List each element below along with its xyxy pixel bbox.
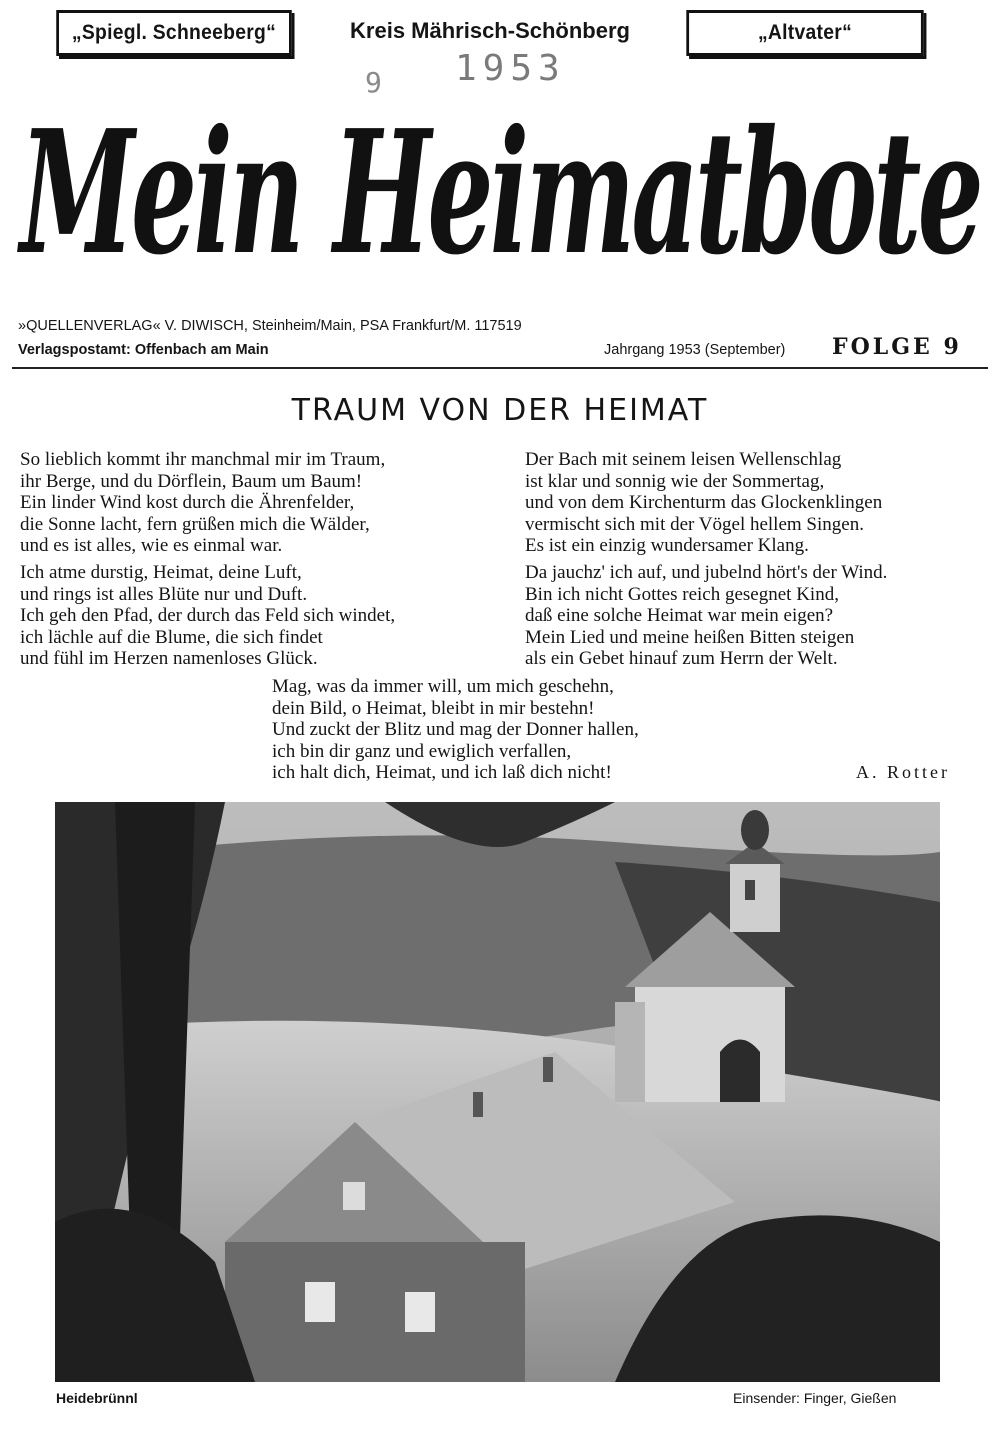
poem-line: Der Bach mit seinem leisen Wellenschlag bbox=[525, 449, 842, 470]
poem-stanza-3 bbox=[525, 449, 882, 557]
poem-line: ihr Berge, und du Dörflein, Baum um Baum! bbox=[20, 470, 363, 492]
poem-line: Ich geh den Pfad, der durch das Feld sich windet, bbox=[20, 605, 396, 627]
poem-stanza-1 bbox=[20, 449, 385, 557]
poem-title: TRAUM VON DER HEIMAT bbox=[291, 393, 709, 428]
poem-stanza-4 bbox=[525, 562, 887, 670]
poem-line: Es ist ein einzig wundersamer Klang. bbox=[525, 535, 809, 557]
poem-line: Da jauchz' ich auf, und jubelnd hört's der Wind. bbox=[525, 562, 888, 583]
header-divider bbox=[12, 367, 988, 369]
poem-author: A. Rotter bbox=[856, 762, 950, 782]
poem-line: und es ist alles, wie es einmal war. bbox=[20, 535, 283, 557]
poem-line: dein Bild, o Heimat, bleibt in mir bestehn! bbox=[272, 697, 595, 719]
date-stamp-month: 9 bbox=[365, 66, 382, 99]
poem-line: Und zuckt der Blitz und mag der Donner hallen, bbox=[272, 719, 639, 741]
poem-line: ich halt dich, Heimat, und ich laß dich nicht! bbox=[272, 762, 612, 784]
issue-number: FOLGE 9 bbox=[832, 334, 962, 360]
poem-line: und rings ist alles Blüte nur und Duft. bbox=[20, 583, 308, 605]
poem-line: als ein Gebet hinauf zum Herrn der Welt. bbox=[525, 648, 838, 670]
poem-line: Mein Lied und meine heißen Bitten steigen bbox=[525, 626, 855, 648]
photo-credit: Einsender: Finger, Gießen bbox=[733, 1390, 897, 1406]
poem-line: und von dem Kirchenturm das Glockenklingen bbox=[525, 492, 883, 514]
poem-line: Ich atme durstig, Heimat, deine Luft, bbox=[20, 562, 302, 583]
region-label-altvater bbox=[686, 10, 923, 56]
region-label-text: „Spiegl. Schneeberg“ bbox=[71, 21, 277, 44]
poem-stanza-2 bbox=[20, 562, 395, 670]
district-label: Kreis Mährisch-Schönberg bbox=[350, 18, 630, 43]
poem-line: Mag, was da immer will, um mich geschehn, bbox=[272, 676, 614, 697]
photo-caption: Heidebrünnl bbox=[56, 1390, 138, 1406]
post-office-line: Verlagspostamt: Offenbach am Main bbox=[18, 342, 269, 358]
poem-line: Bin ich nicht Gottes reich gesegnet Kind, bbox=[525, 583, 839, 605]
poem-line: Ein linder Wind kost durch die Ährenfelder, bbox=[20, 492, 355, 514]
poem-line: daß eine solche Heimat war mein eigen? bbox=[525, 605, 834, 627]
volume-year: Jahrgang 1953 (September) bbox=[604, 342, 786, 358]
date-stamp-year: 1953 bbox=[455, 48, 566, 89]
poem-line: ich lächle auf die Blume, die sich findet bbox=[20, 626, 323, 648]
poem-line: und fühl im Herzen namenloses Glück. bbox=[20, 648, 318, 670]
masthead-title: Mein Heimatbote bbox=[16, 93, 980, 292]
poem-stanza-5 bbox=[272, 676, 639, 784]
poem-line: vermischt sich mit der Vögel hellem Singen. bbox=[525, 513, 864, 535]
poem-line: ich bin dir ganz und ewiglich verfallen, bbox=[272, 740, 572, 762]
region-label-schneeberg bbox=[56, 10, 292, 56]
publisher-line: »QUELLENVERLAG« V. DIWISCH, Steinheim/Main, PSA Frankfurt/M. 117519 bbox=[18, 318, 522, 334]
landscape-photo bbox=[55, 802, 940, 1382]
region-label-text: „Altvater“ bbox=[757, 21, 853, 44]
poem-line: die Sonne lacht, fern grüßen mich die Wälder, bbox=[20, 513, 370, 535]
poem-line: So lieblich kommt ihr manchmal mir im Traum, bbox=[20, 449, 386, 470]
masthead-logo bbox=[0, 82, 1000, 292]
poem-line: ist klar und sonnig wie der Sommertag, bbox=[525, 470, 825, 492]
